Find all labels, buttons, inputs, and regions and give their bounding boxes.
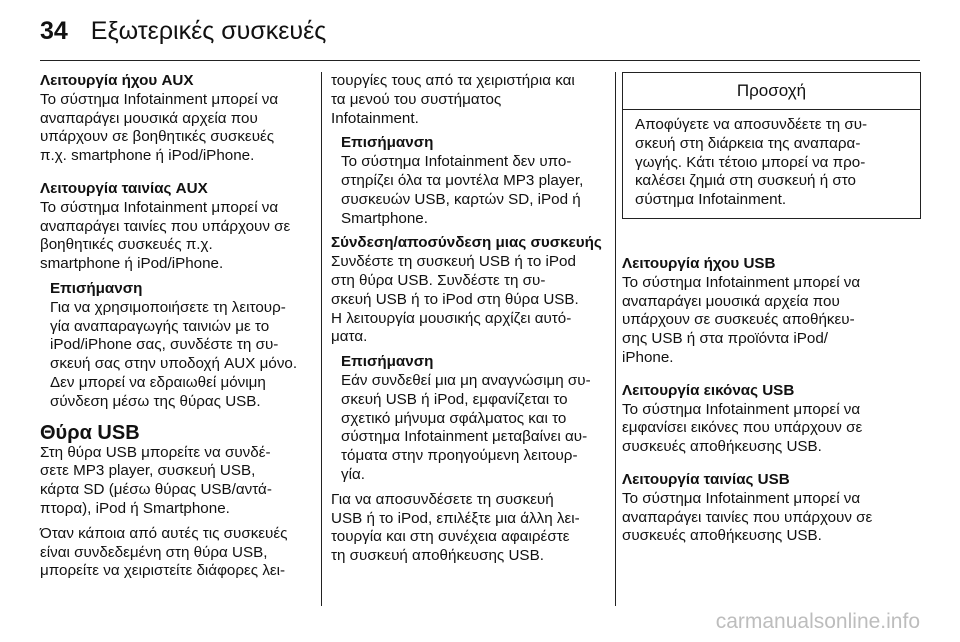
text-line: Εάν συνδεθεί μια μη αναγνώσιμη συ-: [341, 371, 591, 389]
paragraph: [331, 253, 608, 347]
caution-body: [623, 110, 920, 218]
paragraph: [331, 491, 608, 566]
page-header: [40, 14, 326, 48]
text-line: μπορείτε να χειριστείτε διάφορες λει-: [40, 562, 286, 580]
text-line: Η λειτουργία μουσικής αρχίζει αυτό-: [331, 309, 572, 327]
text-line: σύστημα Infotainment μεταβαίνει αυ-: [341, 428, 588, 446]
text-line: Στη θύρα USB μπορείτε να συνδέ-: [40, 443, 271, 461]
paragraph: [40, 525, 308, 581]
text-line: πτορα), iPod ή Smartphone.: [40, 499, 230, 517]
text-line: Το σύστημα Infotainment μπορεί να: [622, 489, 861, 507]
text-line: Αποφύγετε να αποσυνδέετε τη συ-: [635, 116, 868, 133]
text-line: συσκευές αποθήκευσης USB.: [622, 438, 822, 456]
paragraph: [622, 401, 922, 457]
section-heading: Σύνδεση/αποσύνδεση μιας συσκευής: [331, 234, 602, 252]
note-label: Επισήμανση: [50, 279, 143, 297]
text-line: Δεν μπορεί να εδραιωθεί μόνιμη: [50, 373, 266, 391]
text-line: αναπαράγει μουσικά αρχεία που: [622, 292, 840, 310]
text-line: σύνδεση μέσω της θύρας USB.: [50, 392, 261, 410]
column-1: [40, 72, 308, 581]
text-line: καλέσει ζημιά στη συσκευή ή στο: [635, 172, 856, 190]
paragraph: [40, 199, 308, 274]
column-2: [331, 72, 608, 566]
note-block: [40, 280, 308, 412]
text-line: σκευή στη διάρκεια της αναπαρα-: [635, 134, 861, 152]
page-number: 34: [40, 17, 68, 45]
text-line: υπάρχουν σε συσκευές αποθήκευ-: [622, 311, 855, 329]
paragraph: [331, 72, 608, 128]
text-line: Το σύστημα Infotainment μπορεί να: [622, 400, 861, 418]
text-line: Το σύστημα Infotainment μπορεί να: [622, 273, 861, 291]
text-line: Smartphone.: [341, 209, 428, 227]
text-line: βοηθητικές συσκευές π.χ.: [40, 236, 213, 254]
text-line: iPhone.: [622, 348, 674, 366]
text-line: τουργία και στη συνέχεια αφαιρέστε: [331, 528, 570, 546]
section-heading: Λειτουργία ταινίας USB: [622, 470, 790, 488]
text-line: USB ή το iPod, επιλέξτε μια άλλη λει-: [331, 509, 580, 527]
watermark: carmanualsonline.info: [715, 610, 920, 633]
column-divider: [321, 72, 322, 606]
text-line: τουργίες τους από τα χειριστήρια και: [331, 72, 575, 89]
note-block: [331, 353, 608, 485]
text-line: αναπαράγει ταινίες που υπάρχουν σε: [40, 217, 291, 235]
text-line: γωγής. Κάτι τέτοιο μπορεί να προ-: [635, 153, 866, 171]
text-line: εμφανίσει εικόνες που υπάρχουν σε: [622, 419, 863, 437]
text-line: σκευή USB ή iPod, εμφανίζεται το: [341, 390, 568, 408]
caution-title: Προσοχή: [623, 73, 920, 110]
text-line: σκευή USB ή το iPod στη θύρα USB.: [331, 290, 579, 308]
text-line: γία.: [341, 465, 365, 483]
paragraph: [40, 444, 308, 519]
text-line: είναι συνδεδεμένη στη θύρα USB,: [40, 543, 268, 561]
text-line: Συνδέστε τη συσκευή USB ή το iPod: [331, 253, 576, 271]
text-line: κάρτα SD (μέσω θύρας USB/αντά-: [40, 481, 272, 499]
text-line: συσκευές αποθήκευσης USB.: [622, 527, 822, 545]
text-line: Το σύστημα Infotainment μπορεί να: [40, 90, 279, 108]
text-line: Όταν κάποια από αυτές τις συσκευές: [40, 524, 288, 542]
text-line: σύστημα Infotainment.: [635, 191, 787, 209]
text-line: αναπαράγει μουσικά αρχεία που: [40, 109, 258, 127]
text-line: τα μενού του συστήματος: [331, 90, 502, 108]
paragraph: [622, 274, 922, 368]
paragraph: [622, 490, 922, 546]
column-divider: [615, 72, 616, 606]
text-line: Για να χρησιμοποιήσετε τη λειτουρ-: [50, 298, 286, 316]
text-line: π.χ. smartphone ή iPod/iPhone.: [40, 147, 255, 165]
note-label: Επισήμανση: [341, 353, 434, 371]
text-line: στη θύρα USB. Συνδέστε τη συ-: [331, 271, 546, 289]
section-title-usb-port: Θύρα USB: [40, 421, 140, 444]
text-line: υπάρχουν σε βοηθητικές συσκευές: [40, 128, 275, 146]
text-line: γία αναπαραγωγής ταινιών με το: [50, 317, 270, 335]
text-line: Infotainment.: [331, 109, 419, 127]
caution-box: [622, 72, 921, 219]
note-label: Επισήμανση: [341, 134, 434, 152]
page-title: Εξωτερικές συσκευές: [90, 17, 327, 45]
text-line: smartphone ή iPod/iPhone.: [40, 255, 224, 273]
text-line: Το σύστημα Infotainment δεν υπο-: [341, 153, 572, 171]
text-line: αναπαράγει ταινίες που υπάρχουν σε: [622, 508, 873, 526]
text-line: Το σύστημα Infotainment μπορεί να: [40, 198, 279, 216]
note-block: [331, 134, 608, 228]
section-heading: Λειτουργία ήχου USB: [622, 255, 776, 272]
section-heading: Λειτουργία ήχου AUX: [40, 72, 194, 89]
column-3: [622, 255, 922, 546]
text-line: σκευή σας στην υποδοχή AUX μόνο.: [50, 355, 298, 373]
text-line: συσκευών USB, καρτών SD, iPod ή: [341, 190, 581, 208]
section-heading: Λειτουργία εικόνας USB: [622, 381, 795, 399]
paragraph: [40, 91, 308, 166]
text-line: σετε MP3 player, συσκευή USB,: [40, 462, 256, 480]
text-line: σχετικό μήνυμα σφάλματος και το: [341, 409, 567, 427]
text-line: σης USB ή στα προϊόντα iPod/: [622, 330, 829, 348]
text-line: τη συσκευή αποθήκευσης USB.: [331, 547, 544, 565]
text-line: ματα.: [331, 328, 368, 346]
text-line: Για να αποσυνδέσετε τη συσκευή: [331, 490, 554, 508]
header-divider: [40, 60, 920, 61]
text-line: iPod/iPhone σας, συνδέστε τη συ-: [50, 336, 279, 354]
section-heading: Λειτουργία ταινίας AUX: [40, 179, 208, 197]
text-line: τόματα στην προηγούμενη λειτουρ-: [341, 447, 578, 465]
text-line: στηρίζει όλα τα μοντέλα MP3 player,: [341, 171, 584, 189]
